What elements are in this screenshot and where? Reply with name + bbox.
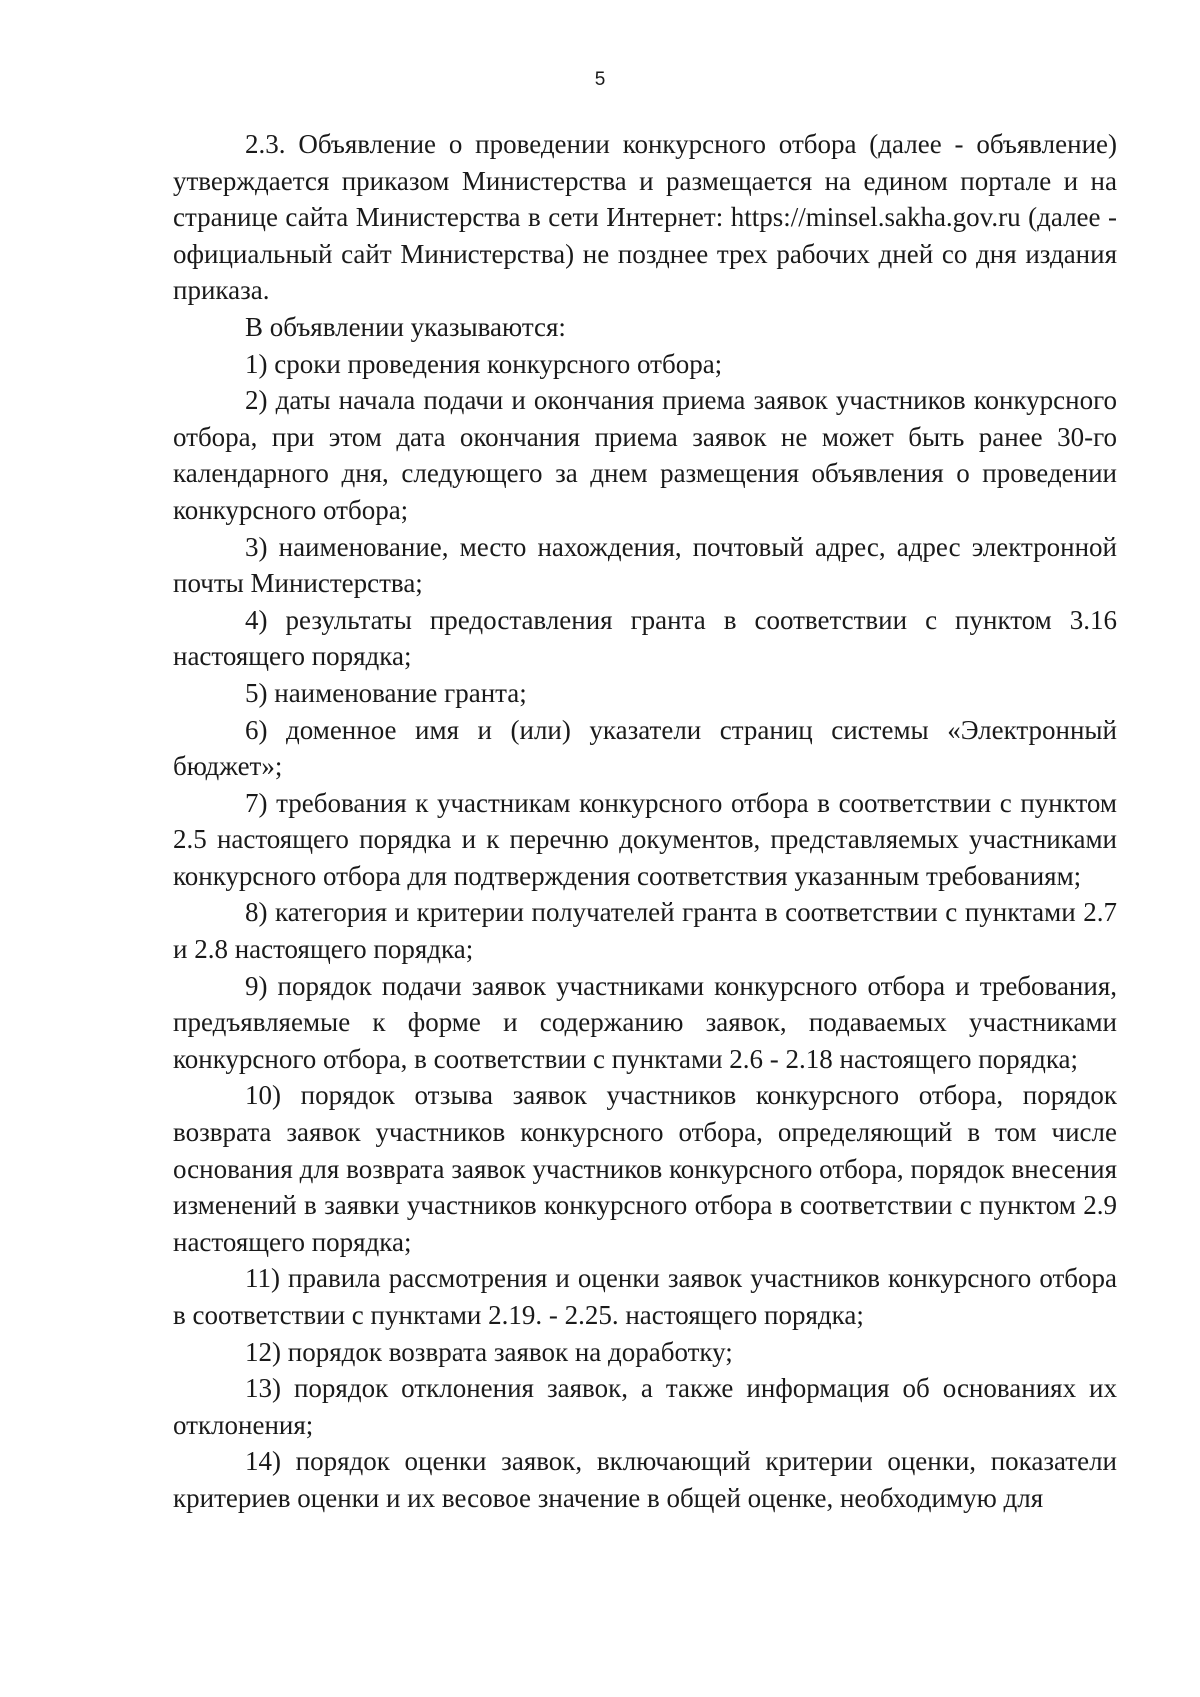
list-item-8: 8) категория и критерии получателей гранта в соответствии с пунктами 2.7 и 2.8 настоящего порядка; [173,897,1117,965]
list-item-13: 13) порядок отклонения заявок, а также информация об основаниях их отклонения; [173,1373,1117,1440]
document-body [173,126,1117,1517]
list-item-12: 12) порядок возврата заявок на доработку; [245,1336,733,1367]
list-item-14: 14) порядок оценки заявок, включающий критерии оценки, показатели критериев оценки и их весовое значение в общей оценке, необходимую для [173,1446,1117,1513]
list-item-7: 7) требования к участникам конкурсного отбора в соответствии с пунктом 2.5 настоящего порядка и к перечню документов, представляемых участниками конкурсного отбора для подтверждения соответствия указанным требованиям; [173,787,1117,891]
list-item-6: 6) доменное имя и (или) указатели страниц системы «Электронный бюджет»; [173,714,1117,782]
paragraph-list-intro: В объявлении указываются: [245,311,566,342]
list-item-2: 2) даты начала подачи и окончания приема заявок участников конкурсного отбора, при этом дата окончания приема заявок не может быть ранее 30-го календарного дня, следующего за днем размещения объявления о проведении конкурсного отбора; [173,385,1117,525]
list-item-9: 9) порядок подачи заявок участниками конкурсного отбора и требования, предъявляемые к форме и содержанию заявок, подаваемых участниками конкурсного отбора, в соответствии с пунктами 2.6 - 2.18 настоящего порядка; [173,970,1117,1074]
list-item-4: 4) результаты предоставления гранта в соответствии с пунктом 3.16 настоящего порядка; [173,604,1117,672]
list-item-10: 10) порядок отзыва заявок участников конкурсного отбора, порядок возврата заявок участников конкурсного отбора, определяющий в том числе основания для возврата заявок участников конкурсного отбора, порядок внесения изменений в заявки участников конкурсного отбора в соответствии с пунктом 2.9 настоящего порядка; [173,1080,1117,1257]
page-number: 5 [594,69,606,90]
list-item-5: 5) наименование гранта; [245,677,527,708]
paragraph-2-3: 2.3. Объявление о проведении конкурсного отбора (далее - объявление) утверждается приказом Министерства и размещается на едином портале и на странице сайта Министерства в сети Интернет: https://minsel.sakha.gov.ru (далее - официальный сайт Министерства) не позднее трех рабочих дней со дня издания приказа. [173,129,1117,306]
list-item-3: 3) наименование, место нахождения, почтовый адрес, адрес электронной почты Министерства; [173,531,1117,599]
list-item-1: 1) сроки проведения конкурсного отбора; [245,348,723,379]
list-item-11: 11) правила рассмотрения и оценки заявок участников конкурсного отбора в соответствии с пунктами 2.19. - 2.25. настоящего порядка; [173,1263,1117,1330]
